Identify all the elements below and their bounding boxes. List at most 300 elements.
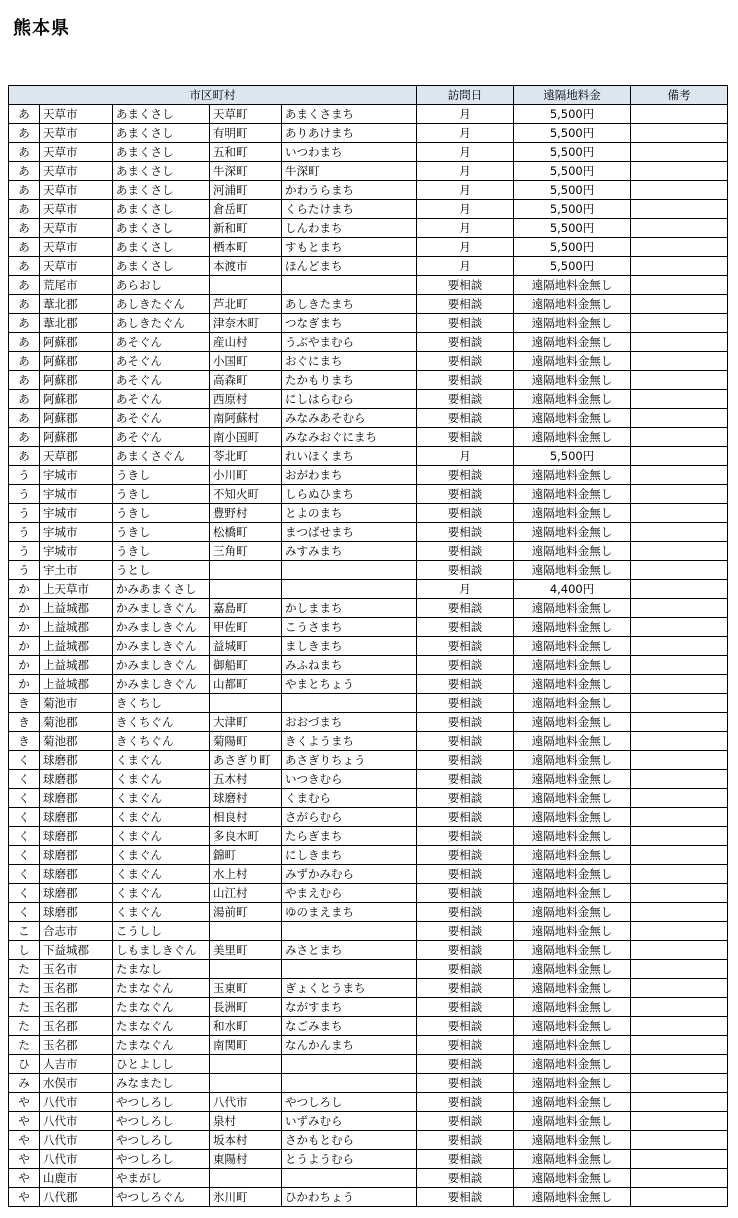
- cell-town-reading: まつばせまち: [282, 523, 417, 542]
- cell-visit-day: 要相談: [417, 770, 514, 789]
- cell-town: [210, 1055, 282, 1074]
- cell-city: 上天草市: [40, 580, 113, 599]
- cell-city: 阿蘇郡: [40, 371, 113, 390]
- cell-remote-fee: 遠隔地料金無し: [514, 352, 631, 371]
- cell-note: [631, 390, 728, 409]
- table-row: [9, 466, 728, 485]
- cell-town: 小川町: [210, 466, 282, 485]
- cell-note: [631, 903, 728, 922]
- cell-remote-fee: 5,500円: [514, 447, 631, 466]
- cell-city: 球磨郡: [40, 884, 113, 903]
- cell-remote-fee: 遠隔地料金無し: [514, 1017, 631, 1036]
- cell-city: 阿蘇郡: [40, 409, 113, 428]
- cell-kana-index: た: [9, 998, 40, 1017]
- cell-remote-fee: 遠隔地料金無し: [514, 846, 631, 865]
- cell-city: 天草市: [40, 162, 113, 181]
- cell-visit-day: 要相談: [417, 827, 514, 846]
- cell-note: [631, 941, 728, 960]
- cell-remote-fee: 遠隔地料金無し: [514, 1093, 631, 1112]
- cell-town-reading: しらぬひまち: [282, 485, 417, 504]
- table-row: [9, 504, 728, 523]
- cell-city-reading: くまぐん: [113, 827, 210, 846]
- table-row: [9, 922, 728, 941]
- cell-city: 合志市: [40, 922, 113, 941]
- header-visit: 訪問日: [417, 86, 514, 105]
- cell-visit-day: 要相談: [417, 1093, 514, 1112]
- cell-visit-day: 要相談: [417, 637, 514, 656]
- cell-city-reading: かみましきぐん: [113, 599, 210, 618]
- cell-note: [631, 1055, 728, 1074]
- cell-kana-index: や: [9, 1131, 40, 1150]
- cell-visit-day: 要相談: [417, 599, 514, 618]
- table-row: [9, 884, 728, 903]
- cell-town: 錦町: [210, 846, 282, 865]
- cell-town: 栖本町: [210, 238, 282, 257]
- cell-city: 阿蘇郡: [40, 428, 113, 447]
- cell-city: 宇土市: [40, 561, 113, 580]
- cell-kana-index: あ: [9, 333, 40, 352]
- cell-town-reading: かわうらまち: [282, 181, 417, 200]
- cell-city-reading: くまぐん: [113, 903, 210, 922]
- cell-town-reading: なんかんまち: [282, 1036, 417, 1055]
- cell-town: 小国町: [210, 352, 282, 371]
- cell-city: 八代市: [40, 1131, 113, 1150]
- cell-kana-index: ひ: [9, 1055, 40, 1074]
- cell-visit-day: 月: [417, 143, 514, 162]
- cell-city: 天草郡: [40, 447, 113, 466]
- cell-remote-fee: 遠隔地料金無し: [514, 1188, 631, 1207]
- cell-city-reading: かみましきぐん: [113, 675, 210, 694]
- cell-note: [631, 751, 728, 770]
- cell-visit-day: 要相談: [417, 884, 514, 903]
- cell-city-reading: やつしろし: [113, 1112, 210, 1131]
- cell-city: 球磨郡: [40, 865, 113, 884]
- cell-town-reading: にしはらむら: [282, 390, 417, 409]
- cell-city-reading: こうしし: [113, 922, 210, 941]
- cell-note: [631, 238, 728, 257]
- cell-city-reading: きくちし: [113, 694, 210, 713]
- cell-town-reading: くまむら: [282, 789, 417, 808]
- cell-town-reading: やまとちょう: [282, 675, 417, 694]
- cell-town-reading: おぐにまち: [282, 352, 417, 371]
- cell-visit-day: 要相談: [417, 276, 514, 295]
- cell-note: [631, 143, 728, 162]
- cell-town-reading: さがらむら: [282, 808, 417, 827]
- cell-visit-day: 要相談: [417, 922, 514, 941]
- cell-town: 三角町: [210, 542, 282, 561]
- cell-town: 山都町: [210, 675, 282, 694]
- cell-note: [631, 865, 728, 884]
- cell-city: 玉名郡: [40, 1017, 113, 1036]
- cell-visit-day: 要相談: [417, 371, 514, 390]
- cell-kana-index: た: [9, 1017, 40, 1036]
- table-row: [9, 238, 728, 257]
- table-row: [9, 1188, 728, 1207]
- cell-city-reading: あそぐん: [113, 390, 210, 409]
- cell-kana-index: あ: [9, 276, 40, 295]
- cell-note: [631, 808, 728, 827]
- cell-note: [631, 656, 728, 675]
- cell-kana-index: あ: [9, 447, 40, 466]
- table-row: [9, 314, 728, 333]
- cell-visit-day: 要相談: [417, 808, 514, 827]
- cell-kana-index: う: [9, 542, 40, 561]
- cell-visit-day: 月: [417, 124, 514, 143]
- cell-city: 玉名郡: [40, 1036, 113, 1055]
- cell-town-reading: かしままち: [282, 599, 417, 618]
- cell-note: [631, 1131, 728, 1150]
- cell-remote-fee: 遠隔地料金無し: [514, 561, 631, 580]
- cell-note: [631, 884, 728, 903]
- cell-note: [631, 789, 728, 808]
- cell-city: 球磨郡: [40, 827, 113, 846]
- cell-kana-index: や: [9, 1150, 40, 1169]
- cell-town: 大津町: [210, 713, 282, 732]
- cell-visit-day: 要相談: [417, 409, 514, 428]
- table-row: [9, 447, 728, 466]
- cell-note: [631, 827, 728, 846]
- cell-visit-day: 要相談: [417, 694, 514, 713]
- cell-visit-day: 要相談: [417, 561, 514, 580]
- cell-visit-day: 要相談: [417, 428, 514, 447]
- cell-town-reading: おおづまち: [282, 713, 417, 732]
- cell-kana-index: か: [9, 618, 40, 637]
- table-row: [9, 1150, 728, 1169]
- cell-town-reading: たかもりまち: [282, 371, 417, 390]
- cell-note: [631, 371, 728, 390]
- cell-remote-fee: 遠隔地料金無し: [514, 903, 631, 922]
- cell-visit-day: 要相談: [417, 333, 514, 352]
- cell-town: 本渡市: [210, 257, 282, 276]
- table-row: [9, 1036, 728, 1055]
- cell-city: 八代市: [40, 1150, 113, 1169]
- cell-town: 益城町: [210, 637, 282, 656]
- cell-city-reading: きくちぐん: [113, 732, 210, 751]
- cell-remote-fee: 遠隔地料金無し: [514, 409, 631, 428]
- cell-remote-fee: 遠隔地料金無し: [514, 713, 631, 732]
- cell-remote-fee: 遠隔地料金無し: [514, 979, 631, 998]
- cell-visit-day: 要相談: [417, 466, 514, 485]
- cell-visit-day: 要相談: [417, 485, 514, 504]
- cell-remote-fee: 遠隔地料金無し: [514, 371, 631, 390]
- header-area: 市区町村: [9, 86, 417, 105]
- cell-town-reading: ながすまち: [282, 998, 417, 1017]
- cell-remote-fee: 遠隔地料金無し: [514, 1169, 631, 1188]
- table-row: [9, 960, 728, 979]
- cell-visit-day: 月: [417, 181, 514, 200]
- cell-kana-index: や: [9, 1169, 40, 1188]
- cell-town-reading: [282, 922, 417, 941]
- cell-town-reading: たらぎまち: [282, 827, 417, 846]
- cell-city-reading: うきし: [113, 504, 210, 523]
- cell-town: 五和町: [210, 143, 282, 162]
- cell-town: [210, 922, 282, 941]
- cell-city-reading: あしきたぐん: [113, 314, 210, 333]
- cell-city: 上益城郡: [40, 637, 113, 656]
- cell-remote-fee: 遠隔地料金無し: [514, 732, 631, 751]
- cell-remote-fee: 遠隔地料金無し: [514, 1036, 631, 1055]
- cell-town: [210, 694, 282, 713]
- table-row: [9, 789, 728, 808]
- cell-town: 八代市: [210, 1093, 282, 1112]
- cell-city: 天草市: [40, 124, 113, 143]
- cell-town-reading: いつわまち: [282, 143, 417, 162]
- cell-note: [631, 922, 728, 941]
- cell-city: 宇城市: [40, 504, 113, 523]
- cell-city-reading: あまくさし: [113, 200, 210, 219]
- cell-city: 宇城市: [40, 485, 113, 504]
- cell-remote-fee: 5,500円: [514, 219, 631, 238]
- cell-city: 水俣市: [40, 1074, 113, 1093]
- cell-remote-fee: 遠隔地料金無し: [514, 1074, 631, 1093]
- cell-town: 玉東町: [210, 979, 282, 998]
- cell-remote-fee: 遠隔地料金無し: [514, 1055, 631, 1074]
- cell-town-reading: れいほくまち: [282, 447, 417, 466]
- cell-town: 産山村: [210, 333, 282, 352]
- cell-remote-fee: 遠隔地料金無し: [514, 827, 631, 846]
- cell-kana-index: く: [9, 846, 40, 865]
- table-row: [9, 428, 728, 447]
- cell-town: 南小国町: [210, 428, 282, 447]
- cell-note: [631, 1188, 728, 1207]
- cell-visit-day: 要相談: [417, 1169, 514, 1188]
- cell-town-reading: なごみまち: [282, 1017, 417, 1036]
- cell-remote-fee: 5,500円: [514, 143, 631, 162]
- table-row: [9, 276, 728, 295]
- cell-city: 球磨郡: [40, 903, 113, 922]
- cell-visit-day: 月: [417, 162, 514, 181]
- cell-town: 氷川町: [210, 1188, 282, 1207]
- page-title: 熊本県: [13, 18, 70, 39]
- cell-kana-index: く: [9, 789, 40, 808]
- cell-city: 宇城市: [40, 542, 113, 561]
- cell-kana-index: あ: [9, 181, 40, 200]
- cell-kana-index: や: [9, 1188, 40, 1207]
- cell-note: [631, 124, 728, 143]
- cell-city-reading: くまぐん: [113, 808, 210, 827]
- cell-city-reading: うきし: [113, 523, 210, 542]
- cell-remote-fee: 遠隔地料金無し: [514, 485, 631, 504]
- cell-remote-fee: 遠隔地料金無し: [514, 295, 631, 314]
- cell-kana-index: あ: [9, 409, 40, 428]
- cell-note: [631, 257, 728, 276]
- cell-city-reading: かみましきぐん: [113, 656, 210, 675]
- cell-kana-index: あ: [9, 124, 40, 143]
- cell-town: 嘉島町: [210, 599, 282, 618]
- cell-city: 上益城郡: [40, 656, 113, 675]
- cell-kana-index: か: [9, 599, 40, 618]
- cell-remote-fee: 5,500円: [514, 124, 631, 143]
- cell-town: 和水町: [210, 1017, 282, 1036]
- cell-kana-index: う: [9, 523, 40, 542]
- cell-kana-index: か: [9, 580, 40, 599]
- cell-remote-fee: 遠隔地料金無し: [514, 770, 631, 789]
- cell-city: 球磨郡: [40, 808, 113, 827]
- cell-remote-fee: 遠隔地料金無し: [514, 1150, 631, 1169]
- cell-city: 宇城市: [40, 523, 113, 542]
- cell-kana-index: あ: [9, 105, 40, 124]
- cell-town-reading: [282, 580, 417, 599]
- cell-town: [210, 580, 282, 599]
- cell-visit-day: 要相談: [417, 846, 514, 865]
- cell-note: [631, 219, 728, 238]
- cell-remote-fee: 遠隔地料金無し: [514, 694, 631, 713]
- cell-visit-day: 月: [417, 580, 514, 599]
- table-row: [9, 162, 728, 181]
- cell-city-reading: やつしろし: [113, 1150, 210, 1169]
- table-row: [9, 827, 728, 846]
- cell-town: 甲佐町: [210, 618, 282, 637]
- cell-town: 天草町: [210, 105, 282, 124]
- cell-note: [631, 675, 728, 694]
- cell-town-reading: つなぎまち: [282, 314, 417, 333]
- table-row: [9, 808, 728, 827]
- cell-note: [631, 1074, 728, 1093]
- cell-town: 美里町: [210, 941, 282, 960]
- cell-town: 五木村: [210, 770, 282, 789]
- cell-town-reading: うぶやまむら: [282, 333, 417, 352]
- cell-city: 阿蘇郡: [40, 390, 113, 409]
- cell-town: [210, 1074, 282, 1093]
- cell-kana-index: あ: [9, 428, 40, 447]
- cell-kana-index: う: [9, 561, 40, 580]
- cell-visit-day: 要相談: [417, 960, 514, 979]
- cell-note: [631, 1093, 728, 1112]
- cell-town-reading: いつきむら: [282, 770, 417, 789]
- cell-kana-index: き: [9, 732, 40, 751]
- cell-kana-index: あ: [9, 219, 40, 238]
- cell-city: 葦北郡: [40, 314, 113, 333]
- cell-town-reading: にしきまち: [282, 846, 417, 865]
- cell-note: [631, 466, 728, 485]
- cell-town: 不知火町: [210, 485, 282, 504]
- cell-town-reading: おがわまち: [282, 466, 417, 485]
- cell-visit-day: 要相談: [417, 1017, 514, 1036]
- cell-town: 河浦町: [210, 181, 282, 200]
- cell-remote-fee: 遠隔地料金無し: [514, 789, 631, 808]
- cell-visit-day: 月: [417, 200, 514, 219]
- cell-city: 上益城郡: [40, 675, 113, 694]
- table-row: [9, 694, 728, 713]
- cell-kana-index: た: [9, 1036, 40, 1055]
- cell-city: 天草市: [40, 219, 113, 238]
- cell-visit-day: 月: [417, 238, 514, 257]
- table-row: [9, 523, 728, 542]
- cell-note: [631, 162, 728, 181]
- cell-city: 天草市: [40, 143, 113, 162]
- cell-visit-day: 要相談: [417, 542, 514, 561]
- cell-note: [631, 1169, 728, 1188]
- cell-kana-index: か: [9, 637, 40, 656]
- cell-city-reading: ひとよしし: [113, 1055, 210, 1074]
- municipality-table: [8, 85, 728, 1207]
- cell-city: 天草市: [40, 238, 113, 257]
- cell-town: 松橋町: [210, 523, 282, 542]
- table-row: [9, 1093, 728, 1112]
- cell-city-reading: たまなぐん: [113, 998, 210, 1017]
- cell-kana-index: み: [9, 1074, 40, 1093]
- cell-town-reading: [282, 561, 417, 580]
- table-row: [9, 846, 728, 865]
- cell-kana-index: あ: [9, 352, 40, 371]
- cell-kana-index: う: [9, 485, 40, 504]
- table-row: [9, 409, 728, 428]
- table-body: [9, 105, 728, 1207]
- cell-visit-day: 要相談: [417, 656, 514, 675]
- cell-visit-day: 要相談: [417, 979, 514, 998]
- cell-town-reading: しんわまち: [282, 219, 417, 238]
- cell-city-reading: くまぐん: [113, 789, 210, 808]
- cell-town: [210, 561, 282, 580]
- cell-kana-index: や: [9, 1093, 40, 1112]
- cell-note: [631, 694, 728, 713]
- cell-town-reading: ぎょくとうまち: [282, 979, 417, 998]
- cell-town-reading: こうさまち: [282, 618, 417, 637]
- table-row: [9, 333, 728, 352]
- cell-kana-index: た: [9, 960, 40, 979]
- cell-visit-day: 月: [417, 219, 514, 238]
- cell-visit-day: 要相談: [417, 352, 514, 371]
- table-row: [9, 542, 728, 561]
- table-row: [9, 257, 728, 276]
- cell-town-reading: ほんどまち: [282, 257, 417, 276]
- cell-note: [631, 504, 728, 523]
- cell-city: 下益城郡: [40, 941, 113, 960]
- cell-town-reading: すもとまち: [282, 238, 417, 257]
- cell-note: [631, 998, 728, 1017]
- cell-remote-fee: 遠隔地料金無し: [514, 504, 631, 523]
- cell-city-reading: くまぐん: [113, 770, 210, 789]
- cell-city: 人吉市: [40, 1055, 113, 1074]
- cell-city-reading: あまくさし: [113, 162, 210, 181]
- cell-kana-index: き: [9, 713, 40, 732]
- table-row: [9, 770, 728, 789]
- cell-kana-index: あ: [9, 390, 40, 409]
- cell-kana-index: あ: [9, 238, 40, 257]
- cell-town: 坂本村: [210, 1131, 282, 1150]
- cell-kana-index: う: [9, 466, 40, 485]
- table-row: [9, 675, 728, 694]
- cell-town: [210, 1169, 282, 1188]
- cell-remote-fee: 遠隔地料金無し: [514, 998, 631, 1017]
- cell-city-reading: あまくさし: [113, 143, 210, 162]
- cell-remote-fee: 遠隔地料金無し: [514, 941, 631, 960]
- cell-note: [631, 979, 728, 998]
- cell-town-reading: [282, 1055, 417, 1074]
- cell-city: 阿蘇郡: [40, 333, 113, 352]
- cell-kana-index: あ: [9, 314, 40, 333]
- table-row: [9, 979, 728, 998]
- cell-town: 球磨村: [210, 789, 282, 808]
- cell-city-reading: うきし: [113, 466, 210, 485]
- cell-visit-day: 要相談: [417, 295, 514, 314]
- cell-remote-fee: 遠隔地料金無し: [514, 751, 631, 770]
- cell-remote-fee: 遠隔地料金無し: [514, 884, 631, 903]
- cell-remote-fee: 遠隔地料金無し: [514, 808, 631, 827]
- table-row: [9, 371, 728, 390]
- cell-city-reading: くまぐん: [113, 846, 210, 865]
- cell-kana-index: あ: [9, 371, 40, 390]
- table-row: [9, 751, 728, 770]
- cell-town: 豊野村: [210, 504, 282, 523]
- cell-kana-index: し: [9, 941, 40, 960]
- cell-town: 水上村: [210, 865, 282, 884]
- cell-note: [631, 846, 728, 865]
- cell-town: 泉村: [210, 1112, 282, 1131]
- cell-city-reading: みなまたし: [113, 1074, 210, 1093]
- cell-city-reading: あらおし: [113, 276, 210, 295]
- cell-city: 球磨郡: [40, 770, 113, 789]
